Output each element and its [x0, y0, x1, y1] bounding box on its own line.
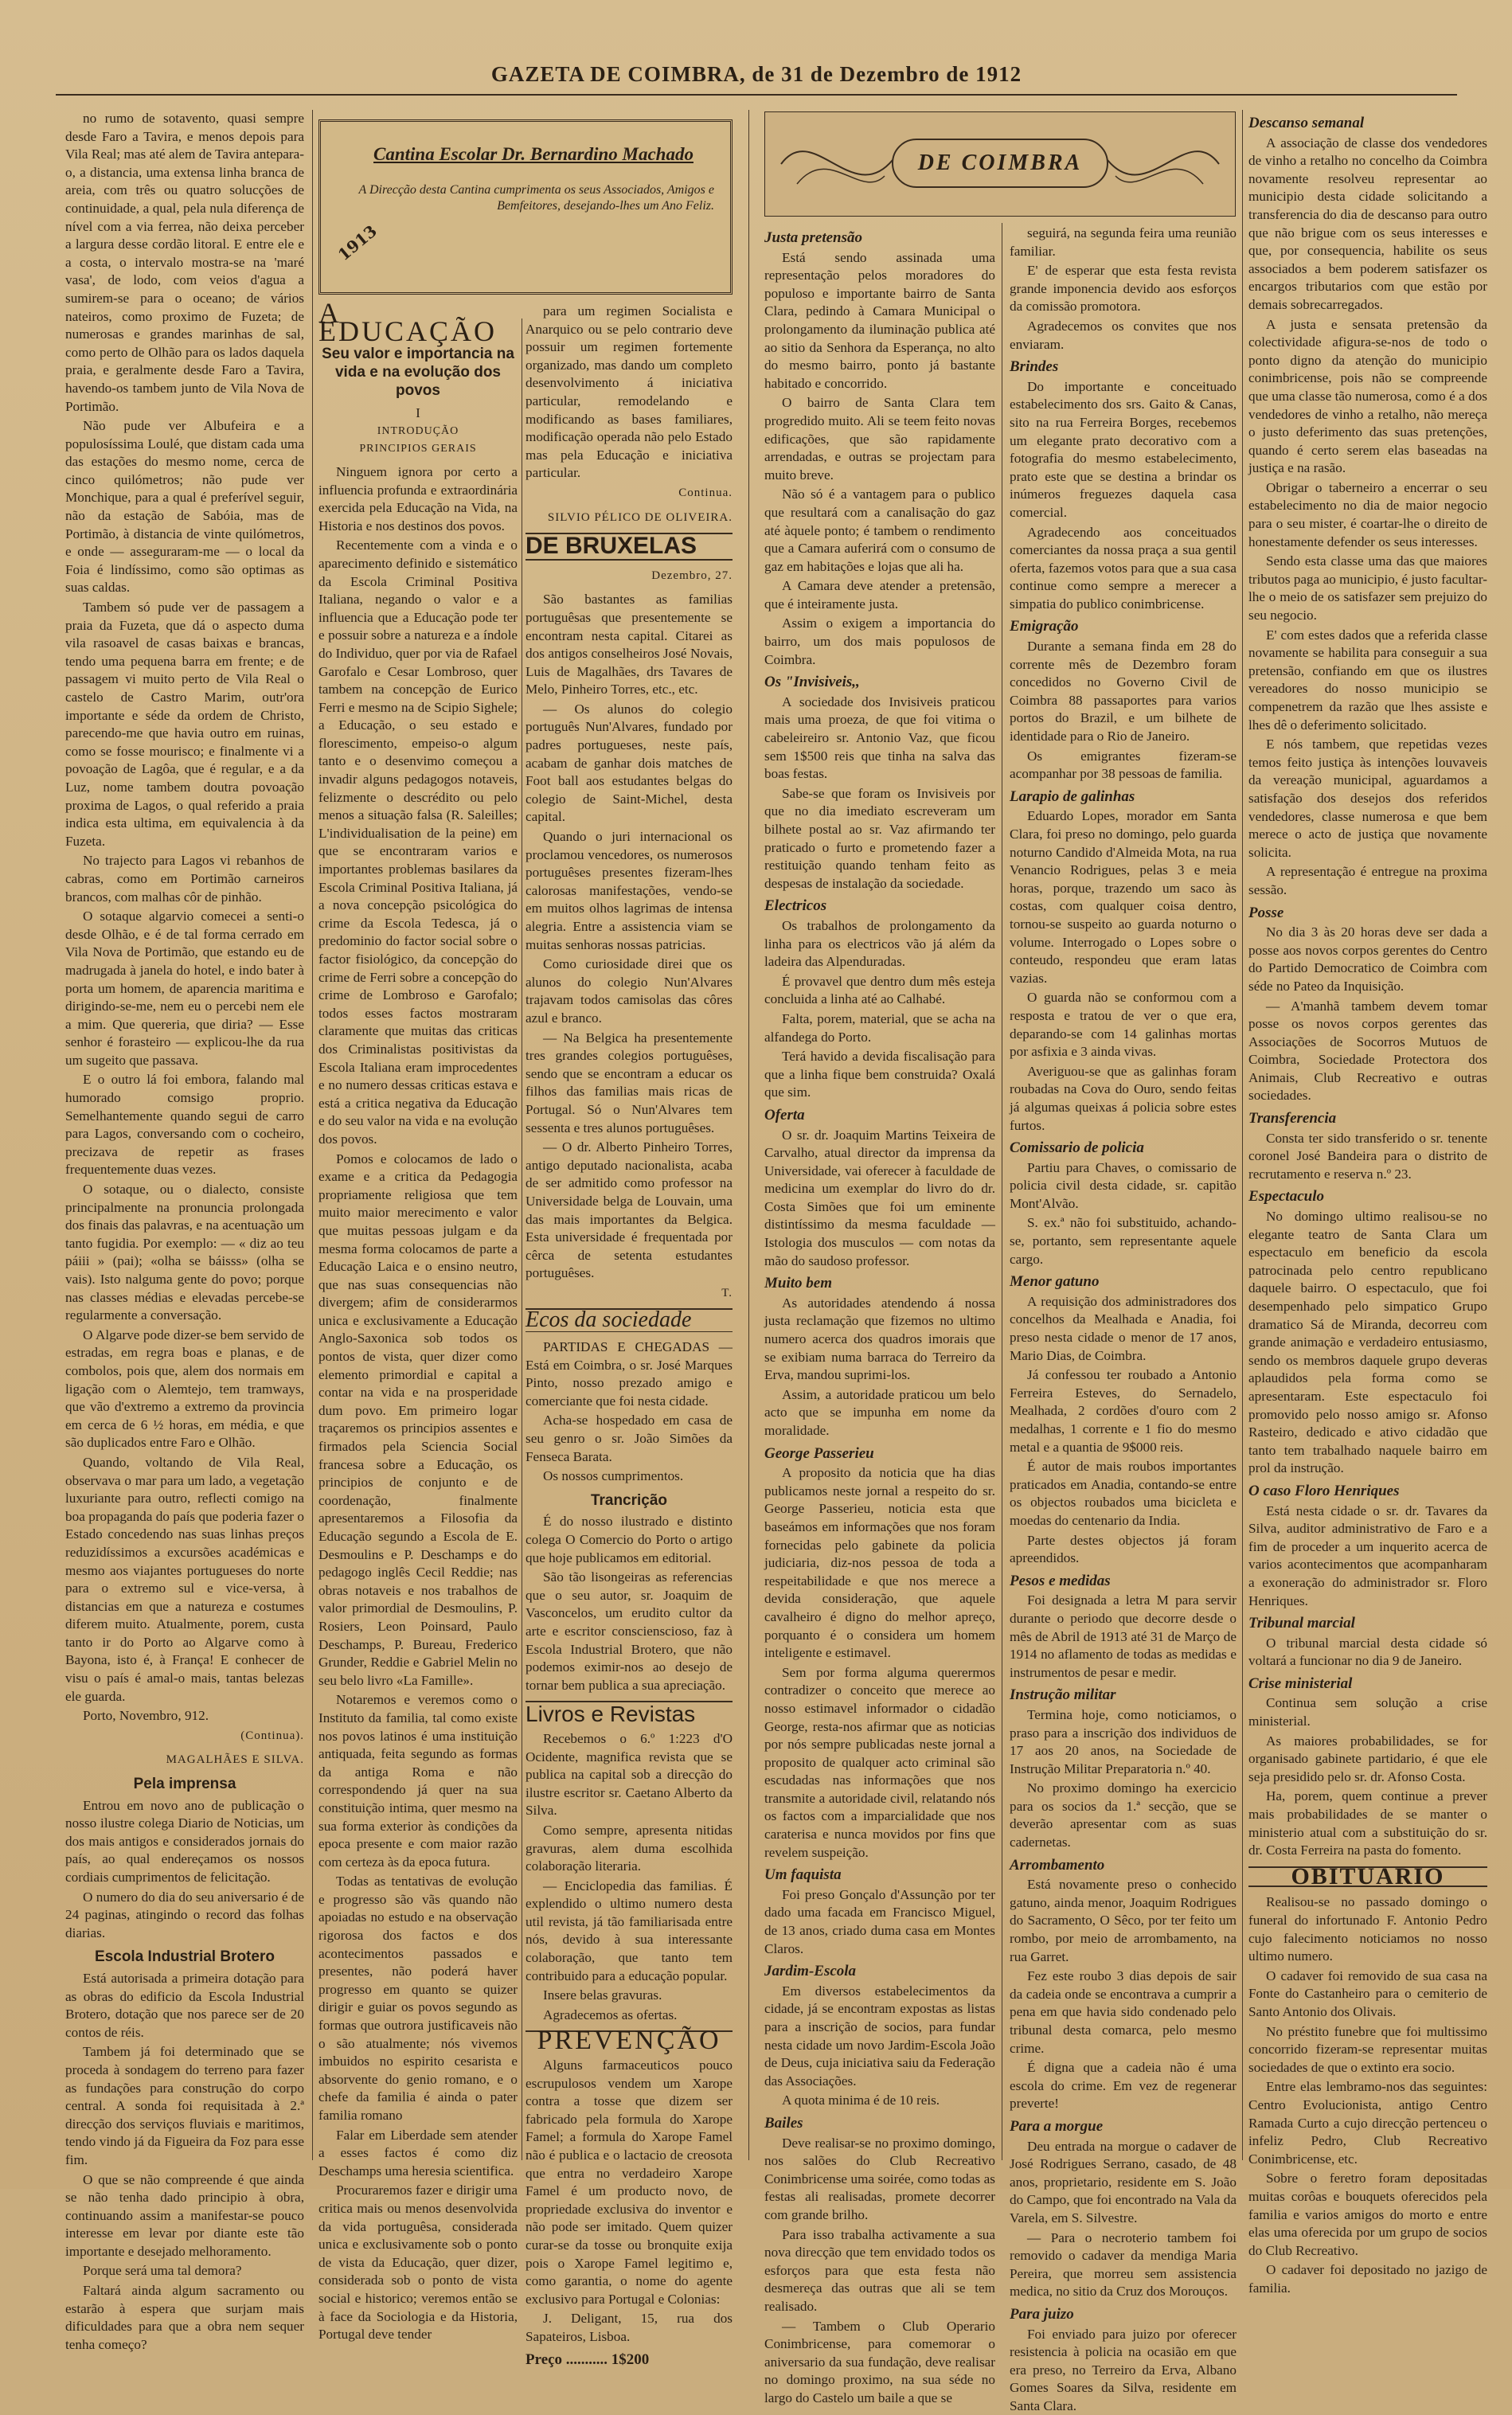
paragraph: O guarda não se conformou com a resposta e tratou de ver o que era, deparando-se com 14 galinhas mortas por asfixia e 3 ainda vivas. [1010, 989, 1237, 1061]
paragraph: Continua sem solução a crise ministerial. [1248, 1694, 1487, 1730]
paragraph: Sobre o feretro foram depositadas muitas corôas e bouquets oferecidos pela familia e varios amigos do morto e entre elas uma oferecida por um grupo de socios do Club Recreativo. [1248, 2170, 1487, 2260]
paragraph: Os nossos cumprimentos. [525, 1467, 733, 1486]
paragraph: Os trabalhos de prolongamento da linha para os electricos vão já além da ladeira das Alpenduradas. [764, 917, 995, 971]
section-heading: Bailes [764, 2115, 995, 2133]
paragraph: O cadaver foi depositado no jazigo de familia. [1248, 2261, 1487, 2297]
paragraph: — Para o necroterio tambem foi removido o cadaver da mendiga Maria Pereira, que morreu sem assistencia medica, no sitio da Cruz dos Morouços. [1010, 2229, 1237, 2301]
paragraph: Eduardo Lopes, morador em Santa Clara, foi preso no domingo, pelo guarda noturno Candido d'Almeida Mota, na rua Venancio Rodrigues, pelas 3 e meia horas, porque, trazendo um saco às costas, com qualquer coisa dentro, tornou-se suspeito ao guarda noturno o volume. Interrogado o Lopes sobre o conteudo, respondeu que eram latas vazias. [1010, 807, 1237, 987]
section-heading: OBITUARIO [1248, 1866, 1487, 1888]
educacao-paragraph: Procuraremos fazer e dirigir uma critica mais ou menos desenvolvida da vida portuguêsa, considerada unica e exclusivamente sob o ponto de vista da Educação, quer dizer, considerada sob o ponto de vista social e historico; veremos então se à face da Sociologia e da Historia, Portugal deve tender [318, 2182, 518, 2343]
section-heading: Muito bem [764, 1275, 995, 1293]
article-paragraph: O Algarve pode dizer-se bem servido de estradas, em regra boas e planas, e de combolos, pois que, alem dos normais em ligação com o Alemtejo, tem tramways, que vão d'extremo a extremo da provincia em cerca de 6 ½ horas, em média, e que são duplicados entre Faro e Olhão. [65, 1327, 304, 1452]
continua-note: (Continua). [65, 1727, 304, 1745]
paragraph: A Camara deve atender a pretensão, que é inteiramente justa. [764, 577, 995, 613]
dateline: Porto, Novembro, 912. [65, 1707, 304, 1725]
educacao-title: A EDUCAÇÃO [318, 304, 518, 340]
author-signature: T. [525, 1284, 733, 1303]
paragraph: As maiores probabilidades, se for organisado gabinete partidario, é que ele seja presidido pelo sr. dr. Afonso Costa. [1248, 1733, 1487, 1787]
section-heading: Electricos [764, 897, 995, 916]
paragraph: — Enciclopedia das familias. É explendido o ultimo numero desta util revista, já tão familiarisada entre nós, devido à sua interessante colaboração, que tanto tem contribuido para a educação popular. [525, 1878, 733, 1986]
paragraph: Assim o exigem a importancia do bairro, um dos mais populosos de Coimbra. [764, 615, 995, 669]
educacao-paragraph: Todas as tentativas de evolução e progresso são vãs quando não apoiadas no estudo e na observação rigorosa dos factos e dos acontecimentos passados e presentes, não poderá haver progresso em quanto se quizer dirigir e guiar os povos segundo as formas que outrora justificaveis não o são atualmente; nós vivemos imbuidos no espirito cesarista e absorvente do genio romano, e o chefe da familia é ainda o pater familia romano [318, 1873, 518, 2124]
paragraph: São bastantes as familias portuguêsas que presentemente se encontram nesta capital. Citarei as dos antigos conselheiros José Novais, Luis de Magalhães, drs Tavares de Melo, Pinheiro Torres, etc., etc. [525, 591, 733, 699]
article-paragraph: O sotaque, ou o dialecto, consiste principalmente na pronuncia prolongada dos finais das palavras, e na acentuação um tanto fugidia. Por exemplo: — « diz ao teu páiii » (pai); «olha se báisss» (olha se vais). Isto nalguma gente do povo; porque nas classes médias e elevadas percebe-se regularmente a conversação. [65, 1181, 304, 1325]
section-heading: Emigração [1010, 618, 1237, 636]
column-5 [1010, 225, 1237, 2160]
paragraph: — A'manhã tambem devem tomar posse os novos corpos gerentes das Associações de Socorros Mutuos de Coimbra, Sociedade Protectora dos Animais, Club Recreativo e outras sociedades. [1248, 998, 1487, 1106]
paragraph: E' com estes dados que a referida classe novamente se habilita para conseguir a sua pretensão, confiando em que os ilustres vereadores do nosso municipio se compenetrem da razão que lhes assiste e lhes dê o deferimento solicitado. [1248, 627, 1487, 735]
column-3 [525, 303, 733, 2160]
paragraph: Fez este roubo 3 dias depois de sair da cadeia onde se encontrava a cumprir a pena em que havia sido condenado pelo tribunal desta comarca, pelo mesmo crime. [1010, 1968, 1237, 2057]
educacao-intro: INTRODUÇÃO [318, 423, 518, 441]
section-heading: Oferta [764, 1107, 995, 1125]
section-heading: DE BRUXELAS [525, 533, 733, 561]
paragraph: O que se não compreende é que ainda se não tenha dado principio à obra, continuando assim a manifestar-se pouco interesse em levar por diante este tão importante e desejado melhoramento. [65, 2171, 304, 2261]
paragraph: Assim, a autoridade praticou um belo acto que se impunha em nome da moralidade. [764, 1386, 995, 1440]
paragraph: Tambem já foi determinado que se proceda à sondagem do terreno para fazer as fundações para construção do corpo central. A sonda foi requisitada à 2.ª direcção dos serviços fluviais e maritimos, tendo vindo já da Figueira da Foz para esse fim. [65, 2043, 304, 2169]
paragraph: Está nesta cidade o sr. dr. Tavares da Silva, auditor administrativo de Faro e a fim de proceder a um inquerito acerca de varios acontecimentos que acompanharam a exoneração do administrador sr. Floro Henriques. [1248, 1503, 1487, 1611]
paragraph: O sr. dr. Joaquim Martins Teixeira de Carvalho, atual director da imprensa da Universidade, vai oferecer à faculdade de medicina um exemplar do livro do dr. Costa Simões que foi um eminente distintíssimo da mesma faculdade — Istologia dos musculos — com notas da mão do saudoso professor. [764, 1127, 995, 1271]
section-heading: Os "Invisiveis,, [764, 674, 995, 692]
paragraph: Obrigar o taberneiro a encerrar o seu estabelecimento no dia de maior negocio para o seu mister, é coartar-lhe o direito de honestamente defender os seus interesses. [1248, 479, 1487, 551]
paragraph: Agradecemos os convites que nos enviaram. [1010, 318, 1237, 354]
article-paragraph: No trajecto para Lagos vi rebanhos de cabras, como em Portimão carneiros brancos, com malhas côr de pinhão. [65, 852, 304, 906]
paragraph: A requisição dos administradores dos concelhos da Mealhada e Anadia, foi preso nesta cidade o menor de 17 anos, Mario Dias, de Coimbra. [1010, 1293, 1237, 1365]
paragraph: E' de esperar que esta festa revista grande imponencia devido aos esforços da comissão promotora. [1010, 262, 1237, 316]
cantina-title: Cantina Escolar Dr. Bernardino Machado [353, 144, 714, 165]
section-heading: Trancrição [525, 1492, 733, 1510]
continua-note: Continua. [525, 484, 733, 502]
paragraph: A quota minima é de 10 reis. [764, 2092, 995, 2110]
paragraph: Sem por forma alguma querermos contradizer o conceito que merece ao nosso estimavel informador o cidadão George, resta-nos afirmar que as noticias por nós sempre publicadas neste jornal a proposito de qualquer acto criminal são escudadas nas informações que nos transmite a autoridade civil, relatando nós os factos com a imparcialidade que nos caraterisa e nunca movidos por fins que revelem suspeição. [764, 1664, 995, 1862]
paragraph: Foi designada a letra M para servir durante o periodo que decorre desde o mês de Abril de 1913 até 31 de Março de 1914 no aflamento de todas as medidas e instrumentos de pesar e medir. [1010, 1592, 1237, 1682]
paragraph: No préstito funebre que foi multissimo concorrido fizeram-se representar muitas sociedades de que o extinto era socio. [1248, 2023, 1487, 2077]
paragraph: Terá havido a devida fiscalisação para que a linha fique bem construida? Oxalá que sim. [764, 1048, 995, 1102]
section-heading: Justa pretensão [764, 229, 995, 248]
paragraph: Parte destes objectos já foram apreendidos. [1010, 1532, 1237, 1568]
paragraph: No dia 3 às 20 horas deve ser dada a posse aos novos corpos gerentes do Centro do Partido Democratico de Coimbra com séde no Pateo da Inquisição. [1248, 924, 1487, 995]
paragraph: É autor de mais roubos importantes praticados em Anadia, contando-se entre os objectos roubados uma bicicleta e moedas do centenario da India. [1010, 1458, 1237, 1530]
paragraph: Partiu para Chaves, o comissario de policia civil desta cidade, sr. capitão Mont'Alvão. [1010, 1159, 1237, 1213]
paragraph: Sabe-se que foram os Invisiveis por que no dia imediato escreveram um bilhete postal ao sr. Vaz afirmando ter praticado o furto e prometendo fazer a restituição quando tenham feito as despesas de instalação da sociedade. [764, 785, 995, 893]
educacao-section: PRINCIPIOS GERAIS [318, 440, 518, 459]
paragraph: A proposito da noticia que ha dias publicamos neste jornal a respeito do sr. George Passerieu, noticia esta que baseámos em informações que nos foram fornecidas pelo gabinete da policia judiciaria, diz-nos pessoa de toda a respeitabilidade e que nos merece a devida consideração, que aquele cavalheiro é digno do melhor apreço, porquanto é o considera um homem inteligente e estimavel. [764, 1464, 995, 1663]
paragraph: Ha, porem, quem continue a prever mais probabilidades de se manter o ministerio atual com a substituição do sr. dr. Costa Ferreira na pasta do fomento. [1248, 1788, 1487, 1859]
column-rule [1242, 110, 1243, 2160]
paragraph: Durante a semana finda em 28 do corrente mês de Dezembro foram concedidos no Governo Civil de Coimbra 88 passaportes para varios portos do Brazil, e um bilhete de identidade para o Rio de Janeiro. [1010, 638, 1237, 746]
paragraph: Averiguou-se que as galinhas foram roubadas na Cova do Ouro, sendo feitas já algumas queixas á policia sobre estes furtos. [1010, 1063, 1237, 1135]
masthead: GAZETA DE COIMBRA, de 31 de Dezembro de 1912 [56, 62, 1457, 96]
paragraph: Os emigrantes fizeram-se acompanhar por 38 pessoas de familia. [1010, 748, 1237, 784]
educacao-subtitle: Seu valor e importancia na vida e na evolução dos povos [318, 345, 518, 400]
column-rule [748, 110, 749, 2160]
section-heading: Tribunal marcial [1248, 1615, 1487, 1633]
column-4 [764, 225, 995, 2160]
paragraph: O tribunal marcial desta cidade só voltará a funcionar no dia 9 de Janeiro. [1248, 1635, 1487, 1671]
paragraph: A sociedade dos Invisiveis praticou mais uma proeza, de que foi vitima o cabeleireiro sr. Antonio Vaz, que ficou sem 1$500 reis que tinha na salva das boas festas. [764, 694, 995, 784]
paragraph: Realisou-se no passado domingo o funeral do infortunado F. Antonio Pedro cujo falecimento noticiamos no nosso ultimo numero. [1248, 1893, 1487, 1965]
section-heading: George Passerieu [764, 1445, 995, 1463]
paragraph: J. Deligant, 15, rua dos Sapateiros, Lisboa. [525, 2310, 733, 2346]
paragraph: A associação de classe dos vendedores de vinho a retalho no concelho da Coimbra novamente resolveu representar ao municipio desta cidade solicitando a transferencia do dia de descanso para outro que não brigue com os seus interesses e que, por consequencia, habilite os seus associados a bem poderem satisfazer os encargos tributarios com que estão por demais sobrecarregados. [1248, 135, 1487, 315]
paragraph: Agradecemos as ofertas. [525, 2007, 733, 2025]
paragraph: Para isso trabalha activamente a sua nova direcção que tem envidado todos os esforços para que esta festa não desmereça das outras que ali se tem realisado. [764, 2226, 995, 2316]
column-1 [65, 110, 304, 2160]
paragraph: O bairro de Santa Clara tem progredido muito. Ali se teem feito novas edificações, que são rapidamente arrendadas, e outras se projectam para muito breve. [764, 394, 995, 484]
paragraph: Entre elas lembramo-nos das seguintes: Centro Evolucionista, antigo Centro Ramada Curto a cujo direcção pertenceu o infeliz Pedro, Club Recreativo Conimbricense, etc. [1248, 2078, 1487, 2168]
paragraph: Como sempre, apresenta nitidas gravuras, alem duma escolhida colaboração literaria. [525, 1822, 733, 1876]
section-heading: Jardim-Escola [764, 1963, 995, 1981]
paragraph: O cadaver foi removido de sua casa na Fonte do Castanheiro para o cemiterio de Santo Antonio dos Olivais. [1248, 1968, 1487, 2022]
paragraph: Acha-se hospedado em casa de seu genro o sr. João Simões da Fenseca Barata. [525, 1412, 733, 1466]
section-heading: Crise ministerial [1248, 1675, 1487, 1694]
paragraph: Sendo esta classe uma das que maiores tributos paga ao municipio, é justo facultar-lhe o meio de os satisfazer sem prejuizo do seu negocio. [1248, 553, 1487, 624]
article-paragraph: Não pude ver Albufeira e a populosíssima Loulé, que distam cada uma das estações do mesmo nome, cerca de cinco quilómetros; não pude ver Monchique, para a qual é preferível seguir, não da estação de Sabóia, mas de Portimão, à distancia de vinte quilómetros, e onde — asseguraram-me — o local da Foia é lindíssimo, como são optimas as suas caldas. [65, 417, 304, 597]
paragraph: Está sendo assinada uma representação pelos moradores do populoso e importante bairro de Santa Clara, pedindo à Camara Municipal o prolongamento da iluminação publica até ao sitio da Senhora da Esperança, no alto do mesmo bairro, ponto já bastante habitado e concorrido. [764, 249, 995, 393]
paragraph: São tão lisongeiras as referencias que o seu autor, sr. Joaquim de Vasconcelos, um erudito cultor da arte e escritor conscienscioso, faz à Escola Industrial Brotero, que não podemos eximir-nos ao desejo de tornar bem publica a sua apreciação. [525, 1569, 733, 1694]
ornament-banner: DE COIMBRA [893, 139, 1108, 187]
article-paragraph: Quando, voltando de Vila Real, observava o mar para um lado, a vegetação luxuriante para outro, reflecti comigo na boa propaganda do país que poderia fazer o Estado concedendo nas suas linhas preços reduzidíssimos a excursões académicas e mesmo aos viajantes portugueses do norte para o extremo sul e vice-versa, à distancias em que a natureza e costumes diferem muito. Atualmente, porem, custa tanto ir do Porto ao Algarve como à Bayona, isto é, à França! E conhecer de visu o país é amal-o mais, tantas belezas ele guarda. [65, 1454, 304, 1706]
paragraph: É do nosso ilustrado e distinto colega O Comercio do Porto o artigo que hoje publicamos em editorial. [525, 1513, 733, 1567]
article-paragraph: E o outro lá foi embora, falando mal humorado comsigo proprio. Semelhantemente quando segui de carro para Lagos, conversando com o cocheiro, precizava de repetir as frases frequentemente duas vezes. [65, 1071, 304, 1179]
paragraph: para um regimen Socialista e Anarquico ou se pelo contrario deve possuir um regimen fortemente organizado, mas dando um completo desenvolvimento á iniciativa particular, remodelando e modificando as bases familiares, modificação operada não pelo Estado mas pela Educação e iniciativa particular. [525, 303, 733, 483]
paragraph: No proximo domingo ha exercicio para os socios da 1.ª secção, que se deverão apresentar com as suas cadernetas. [1010, 1780, 1237, 1851]
section-heading: Larapio de galinhas [1010, 788, 1237, 807]
paragraph: Foi preso Gonçalo d'Assunção por ter dado uma facada em Francisco Miguel, de 13 anos, criado duma casa em Montes Claros. [764, 1886, 995, 1958]
section-heading: Para a morgue [1010, 2118, 1237, 2136]
section-heading: Descanso semanal [1248, 115, 1487, 133]
paragraph: É provavel que dentro dum mês esteja concluida a linha até ao Calhabé. [764, 973, 995, 1009]
dateline: Dezembro, 27. [525, 567, 733, 585]
educacao-roman: I [318, 404, 518, 423]
section-heading: Transferencia [1248, 1110, 1487, 1128]
section-heading: Para juizo [1010, 2306, 1237, 2324]
section-heading: Brindes [1010, 358, 1237, 377]
paragraph: Falta, porem, material, que se acha na alfandega do Porto. [764, 1010, 995, 1046]
section-heading: Escola Industrial Brotero [65, 1948, 304, 1967]
paragraph: Do importante e conceituado estabelecimento dos srs. Gaito & Canas, sito na rua Ferreira Borges, recebemos um elegante prato decorativo com a fotografia do mesmo estabelecimento, prato este que se destina a brindar os inúmeros freguezes daquela casa comercial. [1010, 378, 1237, 522]
author-signature: SILVIO PÉLICO DE OLIVEIRA. [525, 509, 733, 527]
section-heading: Pesos e medidas [1010, 1573, 1237, 1591]
paragraph: Em diversos estabelecimentos da cidade, já se encontram expostas as listas para a inscrição de socios, para fundar nesta cidade um novo Jardim-Escola João de Deus, cuja iniciativa saiu da Federação das Associações. [764, 1983, 995, 2091]
paragraph: Deu entrada na morgue o cadaver de José Rodrigues Serrano, casado, de 48 anos, proprietario, residente em S. João do Campo, que foi encontrado na Vala da Varela, em S. Silvestre. [1010, 2138, 1237, 2228]
paragraph: Foi enviado para juizo por oferecer resistencia à policia na ocasião em que era preso, no Terreiro da Erva, Albano Gomes Soares da Silva, residente em Santa Clara. [1010, 2326, 1237, 2415]
paragraph: Deve realisar-se no proximo domingo, nos salões do Club Recreativo Conimbricense uma soirée, como todas as festas ali realisadas, promete decorrer com grande brilho. [764, 2135, 995, 2225]
paragraph: Alguns farmaceuticos pouco escrupulosos vendem um Xarope contra a tosse que dizem ser fabricado pela formula do Xarope Famel; a formula do Xarope Famel não é publica e o lactacio de creosota que entra no verdadeiro Xarope Famel é um producto novo, de propriedade exclusiva do inventor e não pode ser imitado. Quem quizer curar-se da tosse ou bronquite exija pois o Xarope Famel legitimo e, como garantia, o nome do agente exclusivo para Portugal e Colonias: [525, 2057, 733, 2308]
section-heading: Pela imprensa [65, 1776, 304, 1794]
section-heading: O caso Floro Henriques [1248, 1483, 1487, 1501]
paragraph: E nós tambem, que repetidas vezes temos feito justiça às intenções louvaveis da vereação municipal, aguardamos a satisfação dos desejos dos referidos vendedores, classe numerosa e que bem merece o acto de justiça que novamente solicita. [1248, 736, 1487, 862]
paragraph: A justa e sensata pretensão da colectividade afigura-se-nos de todo o ponto digno da atenção do municipio conimbricense, pois não se compreende que uma classe tão numerosa, como é a dos vendedores de vinho a retalho, não mereça o justo deferimento das suas pretenções, quando é certo serem elas baseadas na justiça e na rasão. [1248, 316, 1487, 478]
section-heading: Livros e Revistas [525, 1701, 733, 1724]
section-heading: Ecos da sociedade [525, 1308, 733, 1332]
educacao-paragraph: Notaremos e veremos como o Instituto da familia, tal como existe nos povos latinos é uma instituição antiquada, feita segundo as formas da antiga Roma e não correspondendo já quer na sua constituição intima, quer mesmo na sua forma exterior às condições da epoca presente e com maior razão com certeza às da epoca futura. [318, 1691, 518, 1871]
paragraph: Como curiosidade direi que os alunos do colegio Nun'Alvares trajavam todos camisolas das côres azul e branco. [525, 955, 733, 1027]
article-paragraph: O sotaque algarvio comecei a senti-o desde Olhão, e é de tal forma cerrado em Vila Nova de Portimão, que estando eu de madrugada à janela do hotel, e indo bater à porta um homem, de aparencia maritima e dirigindo-se-me, nem eu o percebi nem ele a mim. Que quereria, que diria? — Esse senhor é forasteiro — explicou-lhe da rua um sugeito que passava. [65, 908, 304, 1069]
paragraph: Quando o juri internacional os proclamou vencedores, os numerosos portuguêses presentes fizeram-lhes calorosas manifestações, vendo-se em muitos olhos lagrimas de intensa alegria. Entre a assistencia viam se muitas senhoras nossas patricias. [525, 828, 733, 954]
paragraph: A representação é entregue na proxima sessão. [1248, 863, 1487, 899]
section-heading: Arrombamento [1010, 1857, 1237, 1875]
author-signature: MAGALHÃES E SILVA. [65, 1751, 304, 1769]
column-rule [312, 110, 313, 2160]
cantina-year: 1913 [334, 221, 381, 264]
column-2 [318, 303, 518, 2160]
section-heading: Um faquista [764, 1866, 995, 1885]
section-heading: Menor gatuno [1010, 1273, 1237, 1292]
section-heading: PREVENÇÃO [525, 2030, 733, 2050]
paragraph: Não só é a vantagem para o publico que resultará com a canalisação do gaz até àquele ponto; é tambem o rendimento que a Camara auferirá com o consumo de gaz em habitações e lojas que ali ha. [764, 486, 995, 576]
paragraph: As autoridades atendendo á nossa justa reclamação que fizemos no ultimo numero acerca dos quadros imorais que se exibiam numa barraca do Terreiro da Erva, mandou suprimi-los. [764, 1295, 995, 1385]
paragraph: Agradecendo aos conceituados comerciantes da nossa praça a sua gentil oferta, fazemos votos para que a sua casa continue como sempre a merecer a simpatia do publico conimbricense. [1010, 524, 1237, 614]
educacao-paragraph: Ninguem ignora por certo a influencia profunda e extraordinária exercida pela Educação na Vida, na Historia e nos destinos dos povos. [318, 463, 518, 535]
paragraph: Está novamente preso o conhecido gatuno, ainda menor, Joaquim Rodrigues do Sacramento, O Sêco, por ter feito um rombo, por meio de arrombamento, na rua Garret. [1010, 1876, 1237, 1966]
paragraph: Entrou em novo ano de publicação o nosso ilustre colega Diario de Noticias, um dos mais antigos e considerados jornais do país, ao qual endereçamos os nossos cordiais cumprimentos de felicitação. [65, 1797, 304, 1887]
paragraph: O numero do dia do seu aniversario é de 24 paginas, atingindo o record das folhas diarias. [65, 1889, 304, 1943]
educacao-paragraph: Pomos e colocamos de lado o exame e a critica da Pedagogia propriamente religiosa que tem muito maior merecimento e valor que muitas pessoas julgam e da mesma forma colocamos de parte a Educação Laica e o ensino neutro, que nas suas consequencias não divergem; afim de considerarmos unica e exclusivamente a Educação Anglo-Saxonica sob todos os pontos de vista, quer dizer como elemento primordial e capital a contar na vida e na prosperidade dum povo. Em primeiro logar traçaremos os principios assentes e firmados pela Sciencia Social francesa sobre a Educação, os principios de conjunto e de coordenação, finalmente apresentaremos a Filosofia da Educação segundo a Escola de E. Desmoulins e P. Deschamps e do pedagogo inglês Cecil Reddie; nas obras notaveis e nos trabalhos de valor primordial de Desmoulins, P. Rosiers, Leon Poinsard, Paulo Deschamps, P. Bureau, Frederico Grunder, Reddie e Gabriel Melin no seu belo livro «La Famille». [318, 1151, 518, 1690]
paragraph: seguirá, na segunda feira uma reunião familiar. [1010, 225, 1237, 260]
paragraph: Faltará ainda algum sacramento ou estarão à espera que surjam mais dificuldades para que a obra nem sequer tenha começo? [65, 2282, 304, 2354]
paragraph: Porque será uma tal demora? [65, 2262, 304, 2280]
paragraph: PARTIDAS E CHEGADAS — Está em Coimbra, o sr. José Marques Pinto, nosso prezado amigo e comerciante que foi nesta cidade. [525, 1338, 733, 1410]
cantina-greeting-box [318, 119, 733, 295]
paragraph: Termina hoje, como noticiamos, o praso para a inscrição dos individuos de 17 aos 20 anos, na Sociedade de Instrução Militar Preparatoria n.º 40. [1010, 1706, 1237, 1778]
paragraph: Recebemos o 6.º 1:223 d'O Ocidente, magnifica revista que se publica na capital sob a direcção do ilustre escritor sr. Caetano Alberto da Silva. [525, 1730, 733, 1820]
section-heading: Comissario de policia [1010, 1139, 1237, 1158]
article-paragraph: no rumo de sotavento, quasi sempre desde Faro a Tavira, e menos depois para Vila Real; mas até alem de Tavira antepara-o, a distancia, uma extensa linha branca de areia, com três ou quatro solucções de continuidade, a qual, pela nula diferença de nível com a via ferrea, não deixa perceber a largura desse cordão litoral. E entre ele e a costa, o intervalo mostra-se na 'maré vasa', de lodo, com veios d'agua a sumirem-se para o oceano; de vários nateiros, como proximo de Fuzeta; de numerosas e grandes marinhas de sal, como perto de Olhão para os lados daquela praia, e geralmente desde Faro a Tavira, havendo-os tambem junto de Vila Nova de Portimão. [65, 110, 304, 416]
paragraph: Consta ter sido transferido o sr. tenente coronel José Bandeira para o distrito de recrutamento e reserva n.º 23. [1248, 1130, 1487, 1184]
gazeta-ornament [764, 111, 1236, 217]
paragraph: Está autorisada a primeira dotação para as obras do edificio da Escola Industrial Brotero, dotação que nos parece ser de 20 contos de réis. [65, 1970, 304, 2042]
paragraph: — O dr. Alberto Pinheiro Torres, antigo deputado nacionalista, acaba de ser admitido como professor na Universidade belga de Louvain, uma das mais importantes da Belgica. Esta universidade é frequentada por cêrca de setenta estudantes portuguêses. [525, 1139, 733, 1283]
article-paragraph: Tambem só pude ver de passagem a praia da Fuzeta, que dá o aspecto duma vila rasoavel de casas baixas e brancas, tendo uma pequena barra em frente; e de passagem vi muito perto de Vila Real o castelo de Castro Marim, outr'ora importante e séde da ordem de Christo, parecendo-me que havia outro em ruinas, como se fosse mourisco; e finalmente vi a povoação de Lagôa, que é regular, e a da Luz, nome tambem doutra povoação proxima de Lagos, o qual referido a praia indica esta ultima, em equivalencia à da Fuzeta. [65, 599, 304, 850]
paragraph: — Tambem o Club Operario Conimbricense, para comemorar o aniversario da sua fundação, deve realisar no domingo proximo, na sua séde no largo do Castelo um baile a que se [764, 2318, 995, 2408]
paragraph: É digna que a cadeia não é uma escola do crime. Em vez de regenerar preverte! [1010, 2059, 1237, 2113]
section-heading: Instrução militar [1010, 1686, 1237, 1705]
educacao-paragraph: Falar em Liberdade sem atender a esses factos é como diz Deschamps uma heresia scientifica. [318, 2127, 518, 2181]
section-heading: Espectaculo [1248, 1188, 1487, 1206]
paragraph: — Os alunos do colegio português Nun'Alvares, fundado por padres portugueses, neste país, acabam de ganhar dois matches de Foot ball aos estudantes belgas do colegio de Saint-Michel, desta capital. [525, 701, 733, 826]
educacao-paragraph: Recentemente com a vinda e o aparecimento definido e sistemático da Escola Criminal Positiva Italiana, negando o valor e a influencia que a Educação pode ter e possuir sobre a natureza e a índole do Individuo, quer por via de Rafael Garofalo e Cesar Lombroso, quer tambem na concepção de Eurico Ferri e mesmo na de Scipio Sighele; a Educação, o seu estado e florescimento, empeiso-o algum tanto e o desenvimo começou a invadir alguns pedagogos notaveis, felizmente o descrédito ou pelo menos a situação falsa (R. Saleilles; L'individualisation de la peine) em que se encontraram varios e importantes problemas basilares da Escola Criminal Positiva Italiana, já a nova concepção psicológica do crime da Escola Tedesca, já o predominio do factor social sobre o factor fisiológico, da concepção do crime de Ferri sobre a concepção do crime de Lombroso e Garofalo; todos esses factos mostraram claramente que muitas das criticas dos Criminalistas positivistas da Escola Italiana eram improcedentes e no numero dessas criticas estava e está a critica negativa da Educação e do seu valor na vida e na evolução dos povos. [318, 537, 518, 1148]
section-heading: Posse [1248, 905, 1487, 923]
paragraph: No domingo ultimo realisou-se no elegante teatro de Santa Clara um espectaculo em beneficio da escola patrocinada pelo centro republicano daquele bairro. O espectaculo, que foi desempenhado pelo simpatico Grupo dramatico Sá de Miranda, decorreu com grande animação e verdadeiro entusiasmo, sendo os membros daquele grupo deveras aplaudidos pela forma como se apresentaram. Este espectaculo foi promovido pelo nosso amigo sr. Afonso Rasteiro, dedicado e ativo cidadão que tanto tem trabalhado naquele bairro em prol da instrução. [1248, 1208, 1487, 1478]
column-6 [1248, 110, 1487, 2160]
cantina-message: A Direcção desta Cantina cumprimenta os seus Associados, Amigos e Bemfeitores, desejando-lhes um Ano Feliz. [353, 182, 714, 214]
paragraph: Já confessou ter roubado a Antonio Ferreira Esteves, do Sernadelo, Mealhada, 2 cordões d'ouro com 2 medalhas, 1 corrente e 1 fio do mesmo metal e a quantia de 9$000 reis. [1010, 1366, 1237, 1456]
paragraph: — Na Belgica ha presentemente tres grandes colegios portuguêses, sendo que se encontram a educar os filhos das familias mais ricas de Portugal. Só o Nun'Alvares tem sessenta e tres alunos portuguêses. [525, 1030, 733, 1138]
price: Preço ........... 1$200 [525, 2351, 733, 2370]
paragraph: Insere belas gravuras. [525, 1987, 733, 2005]
paragraph: S. ex.ª não foi substituido, achando-se, portanto, sem representante aquele cargo. [1010, 1214, 1237, 1268]
